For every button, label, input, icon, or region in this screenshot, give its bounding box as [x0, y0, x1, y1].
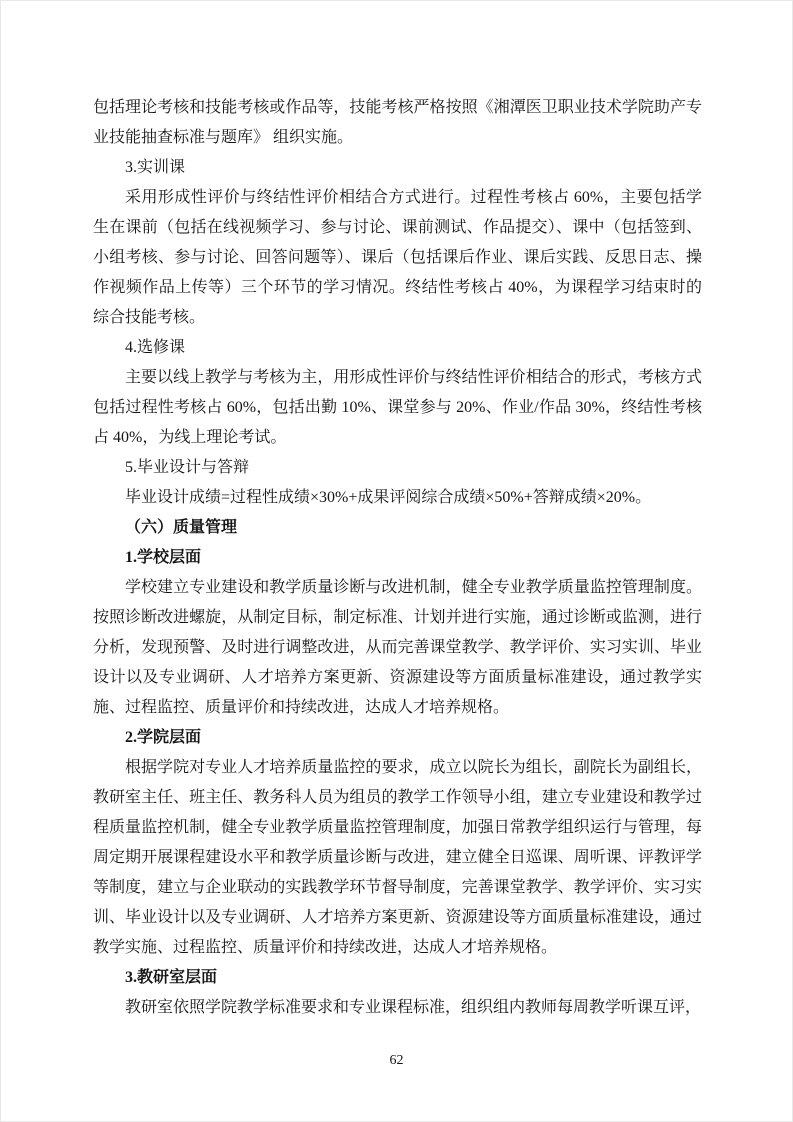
paragraph: 学校建立专业建设和教学质量诊断与改进机制，健全专业教学质量监控管理制度。按照诊断改进螺旋，从制定目标，制定标准、计划并进行实施，通过诊断或监测，进行分析，发现预警、及时进行调整改进，从而完善课堂教学、教学评价、实习实训、毕业设计以及专业调研、人才培养方案更新、资源建设等方面质量标准建设，通过教学实施、过程监控、质量评价和持续改进，达成人才培养规格。 — [93, 579, 702, 716]
paragraph: 采用形成性评价与终结性评价相结合方式进行。过程性考核占 60%，主要包括学生在课前（包括在线视频学习、参与讨论、课前测试、作品提交）、课中（包括签到、小组考核、参与讨论、回答问题等）、课后（包括课后作业、课后实践、反思日志、操作视频作品上传等）三个环节的学习情况。终结性考核占 40%，为课程学习结束时的综合技能考核。 — [93, 189, 702, 326]
paragraph: 教研室依照学院教学标准要求和专业课程标准，组织组内教师每周教学听课互评， — [125, 999, 702, 1016]
page-footer — [1, 1051, 792, 1071]
paragraph: 3.实训课 — [125, 159, 186, 176]
paragraph: 4.选修课 — [125, 339, 186, 356]
paragraph: 毕业设计成绩=过程性成绩×30%+成果评阅综合成绩×50%+答辩成绩×20%。 — [125, 489, 652, 506]
paragraph: 5.毕业设计与答辩 — [125, 459, 250, 476]
section-heading: 1.学校层面 — [125, 549, 202, 566]
section-heading: 3.教研室层面 — [125, 969, 218, 986]
section-heading: 2.学院层面 — [125, 729, 202, 746]
paragraph: 根据学院对专业人才培养质量监控的要求，成立以院长为组长，副院长为副组长，教研室主任、班主任、教务科人员为组员的教学工作领导小组，建立专业建设和教学过程质量监控机制，健全专业教学质量监控管理制度，加强日常教学组织运行与管理，每周定期开展课程建设水平和教学质量诊断与改进，建立健全日巡课、周听课、评教评学等制度，建立与企业联动的实践教学环节督导制度，完善课堂教学、教学评价、实习实训、毕业设计以及专业调研、人才培养方案更新、资源建设等方面质量标准建设，通过教学实施、过程监控、质量评价和持续改进，达成人才培养规格。 — [93, 759, 702, 956]
paragraph: 主要以线上教学与考核为主，用形成性评价与终结性评价相结合的形式，考核方式包括过程性考核占 60%，包括出勤 10%、课堂参与 20%、作业/作品 30%，终结性考核占 40%，为线上理论考试。 — [93, 369, 702, 446]
document-body — [93, 93, 702, 1023]
paragraph: 包括理论考核和技能考核或作品等，技能考核严格按照《湘潭医卫职业技术学院助产专业技能抽查标准与题库》 组织实施。 — [93, 99, 702, 146]
section-heading: （六）质量管理 — [125, 519, 238, 536]
page-number: 62 — [389, 1053, 404, 1068]
